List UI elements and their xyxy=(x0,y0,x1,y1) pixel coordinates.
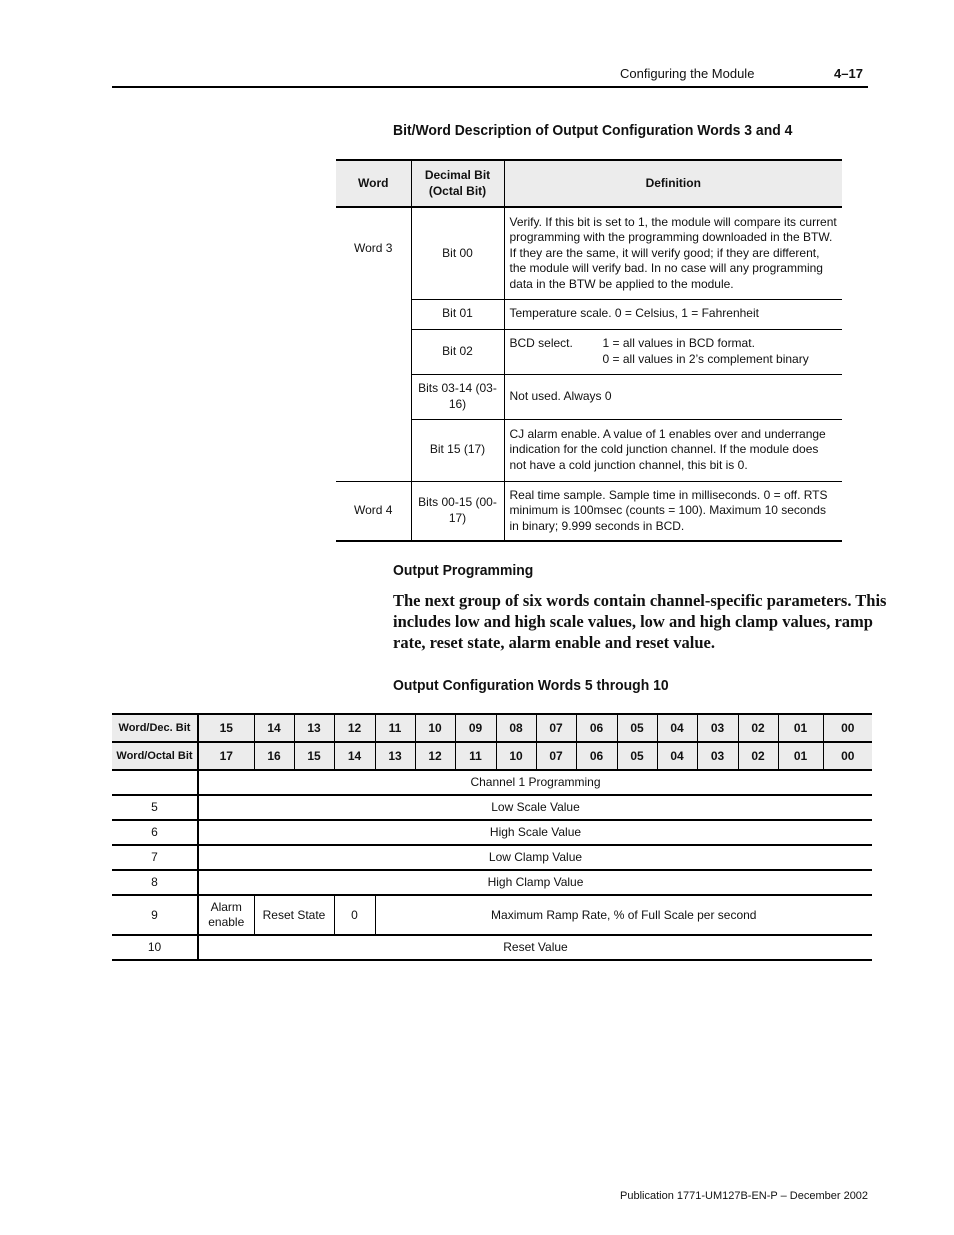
dec-bit-cell: 08 xyxy=(496,714,536,742)
channel-label: Channel 1 Programming xyxy=(198,770,872,795)
dec-bit-cell: 06 xyxy=(576,714,617,742)
oct-bit-cell: 05 xyxy=(617,742,657,770)
output-config-words-5-10-table xyxy=(112,713,872,961)
dec-bit-cell: 14 xyxy=(254,714,294,742)
dec-bit-label: Word/Dec. Bit xyxy=(112,714,198,742)
octal-bit-row xyxy=(112,742,872,770)
oct-bit-cell: 14 xyxy=(334,742,375,770)
definition-cell: Temperature scale. 0 = Celsius, 1 = Fahrenheit xyxy=(504,299,842,329)
table1-title: Bit/Word Description of Output Configuration Words 3 and 4 xyxy=(393,122,793,139)
word-description: Reset Value xyxy=(198,935,872,960)
reset-state-cell: Reset State xyxy=(254,895,334,935)
dec-bit-cell: 15 xyxy=(198,714,254,742)
dec-bit-cell: 13 xyxy=(294,714,334,742)
header-rule xyxy=(112,86,868,88)
bit-cell: Bits 00-15 (00-17) xyxy=(411,481,504,541)
alarm-enable-cell: Alarm enable xyxy=(198,895,254,935)
output-config-words-3-4-table xyxy=(336,159,842,542)
definition-cell: Verify. If this bit is set to 1, the module will compare its current programming with the programming downloaded in the BTW. If they are the same, it will verify good; if they are different, the module will verify bad. In no case will any programming data in the BTW be applied to the module. xyxy=(504,207,842,299)
footer-publication: Publication 1771-UM127B-EN-P – December 2002 xyxy=(620,1190,869,1202)
decimal-bit-row xyxy=(112,714,872,742)
dec-bit-cell: 03 xyxy=(697,714,738,742)
word-description: Low Scale Value xyxy=(198,795,872,820)
dec-bit-cell: 12 xyxy=(334,714,375,742)
bcd-label: BCD select. xyxy=(509,336,573,350)
word3-cell: Word 3 xyxy=(336,207,411,481)
bit-cell: Bit 02 xyxy=(411,329,504,374)
word-description: High Clamp Value xyxy=(198,870,872,895)
dec-bit-cell: 11 xyxy=(375,714,415,742)
dec-bit-cell: 05 xyxy=(617,714,657,742)
oct-bit-cell: 06 xyxy=(576,742,617,770)
bcd-line-2: 0 = all values in 2’s complement binary xyxy=(602,351,809,366)
oct-bit-cell: 12 xyxy=(415,742,455,770)
section-paragraph: The next group of six words contain channel-specific parameters. This includes low and high scale values, low and high clamp values, ramp rate, reset state, alarm enable and reset value. xyxy=(393,591,887,652)
oct-bit-cell: 04 xyxy=(657,742,697,770)
oct-bit-label: Word/Octal Bit xyxy=(112,742,198,770)
oct-bit-cell: 07 xyxy=(536,742,576,770)
dec-bit-cell: 09 xyxy=(455,714,496,742)
definition-cell: Not used. Always 0 xyxy=(504,374,842,419)
dec-bit-cell: 01 xyxy=(778,714,823,742)
bit-cell: Bit 15 (17) xyxy=(411,419,504,481)
word-description: Low Clamp Value xyxy=(198,845,872,870)
oct-bit-cell: 15 xyxy=(294,742,334,770)
section-heading: Output Programming xyxy=(393,562,534,579)
oct-bit-cell: 02 xyxy=(738,742,778,770)
header-page-number: 4–17 xyxy=(834,66,863,81)
header-section-title: Configuring the Module xyxy=(620,66,755,81)
oct-bit-cell: 10 xyxy=(496,742,536,770)
definition-cell xyxy=(504,329,842,374)
bit-cell: Bits 03-14 (03-16) xyxy=(411,374,504,419)
dec-bit-cell: 00 xyxy=(823,714,872,742)
oct-bit-cell: 16 xyxy=(254,742,294,770)
col-header-definition: Definition xyxy=(504,160,842,207)
word-number: 10 xyxy=(112,935,198,960)
bit-cell: Bit 01 xyxy=(411,299,504,329)
word4-cell: Word 4 xyxy=(336,481,411,541)
word-number: 8 xyxy=(112,870,198,895)
definition-cell: CJ alarm enable. A value of 1 enables over and underrange indication for the cold junction channel. If the module does not have a cold junction channel, this bit is 0. xyxy=(504,419,842,481)
word-description: High Scale Value xyxy=(198,820,872,845)
bit-cell: Bit 00 xyxy=(411,207,504,299)
table2-title: Output Configuration Words 5 through 10 xyxy=(393,677,669,694)
definition-cell: Real time sample. Sample time in milliseconds. 0 = off. RTS minimum is 100msec (counts = 100). Maximum 10 seconds in binary; 9.999 seconds in BCD. xyxy=(504,481,842,541)
dec-bit-cell: 02 xyxy=(738,714,778,742)
col-header-bit: Decimal Bit (Octal Bit) xyxy=(411,160,504,207)
word-number: 6 xyxy=(112,820,198,845)
oct-bit-cell: 17 xyxy=(198,742,254,770)
word-number: 7 xyxy=(112,845,198,870)
dec-bit-cell: 04 xyxy=(657,714,697,742)
word-number: 5 xyxy=(112,795,198,820)
ramp-rate-cell: Maximum Ramp Rate, % of Full Scale per second xyxy=(375,895,872,935)
oct-bit-cell: 03 xyxy=(697,742,738,770)
col-header-word: Word xyxy=(336,160,411,207)
zero-bit-cell: 0 xyxy=(334,895,375,935)
blank-cell xyxy=(112,770,198,795)
oct-bit-cell: 11 xyxy=(455,742,496,770)
word-number: 9 xyxy=(112,895,198,935)
oct-bit-cell: 13 xyxy=(375,742,415,770)
oct-bit-cell: 01 xyxy=(778,742,823,770)
dec-bit-cell: 10 xyxy=(415,714,455,742)
oct-bit-cell: 00 xyxy=(823,742,872,770)
dec-bit-cell: 07 xyxy=(536,714,576,742)
bcd-line-1: 1 = all values in BCD format. xyxy=(602,336,755,350)
